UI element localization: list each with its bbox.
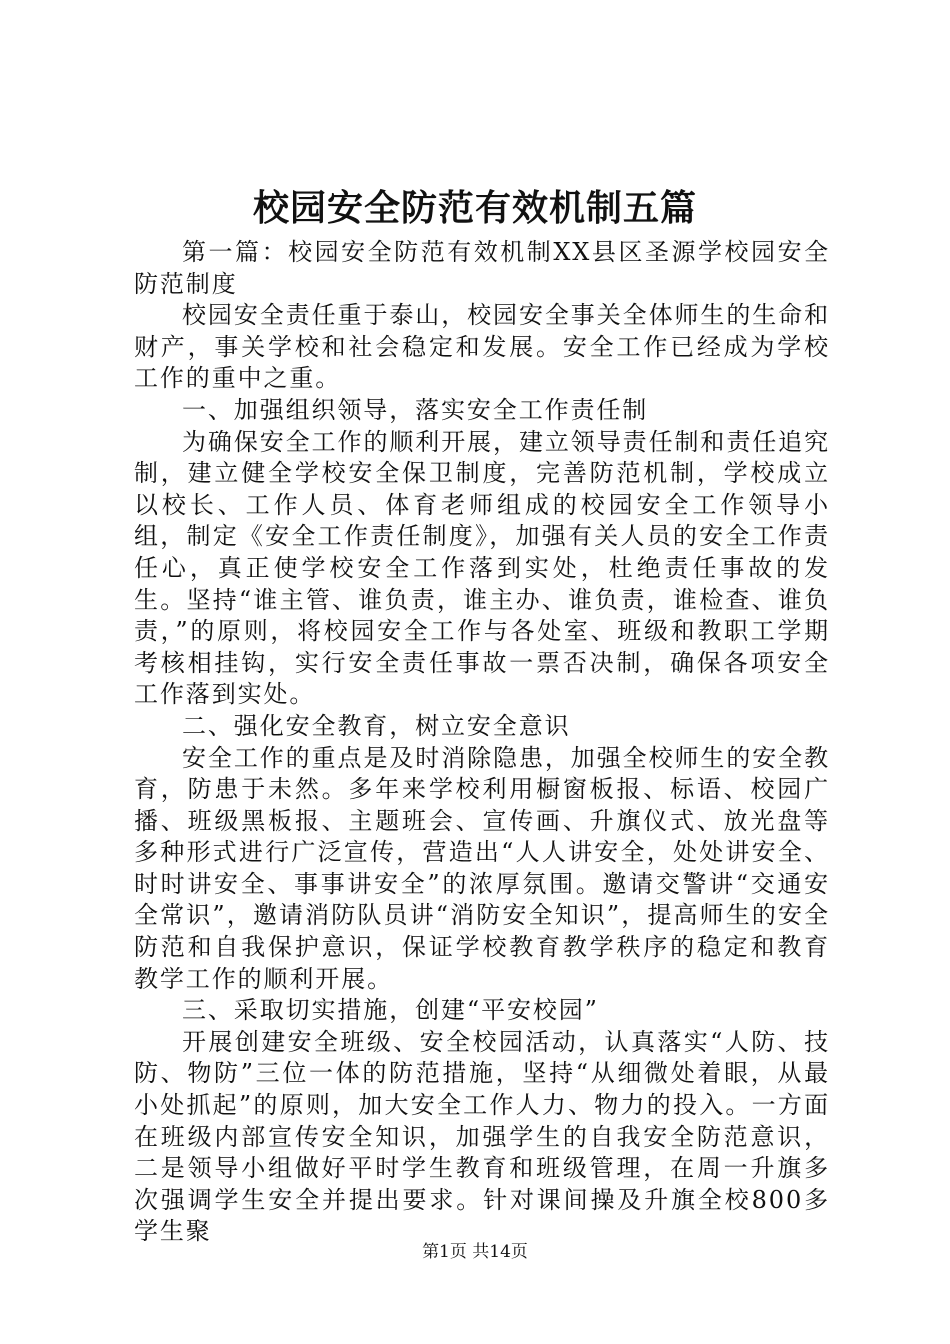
document-body xyxy=(134,237,830,1248)
section-heading-first: 第一篇：校园安全防范有效机制XX县区圣源学校园安全防范制度 xyxy=(134,238,830,298)
paragraph-intro: 校园安全责任重于泰山，校园安全事关全体师生的生命和财产，事关学校和社会稳定和发展。安全工作已经成为学校工作的重中之重。 xyxy=(134,301,830,393)
paragraph-section-2: 安全工作的重点是及时消除隐患，加强全校师生的安全教育，防患于未然。多年来学校利用橱窗板报、标语、校园广播、班级黑板报、主题班会、宣传画、升旗仪式、放光盘等多种形式进行广泛宣传，营造出“人人讲安全，处处讲安全、时时讲安全、事事讲安全”的浓厚氛围。邀请交警讲“交通安全常识”，邀请消防队员讲“消防安全知识”，提高师生的安全防范和自我保护意识，保证学校教育教学秩序的稳定和教育教学工作的顺利开展。 xyxy=(134,743,830,993)
document-title: 校园安全防范有效机制五篇 xyxy=(252,187,697,229)
paragraph-section-1: 为确保安全工作的顺利开展，建立领导责任制和责任追究制，建立健全学校安全保卫制度，完善防范机制，学校成立以校长、工作人员、体育老师组成的校园安全工作领导小组，制定《安全工作责任制度》，加强有关人员的安全工作责任心，真正使学校安全工作落到实处，杜绝责任事故的发生。坚持“谁主管、谁负责，谁主办、谁负责，谁检查、谁负责，”的原则，将校园安全工作与各处室、班级和教职工学期考核相挂钩，实行安全责任事故一票否决制，确保各项安全工作落到实处。 xyxy=(134,427,830,709)
paragraph-section-3: 开展创建安全班级、安全校园活动，认真落实“人防、技防、物防”三位一体的防范措施，坚持“从细微处着眼，从最小处抓起”的原则，加大安全工作人力、物力的投入。一方面在班级内部宣传安全知识，加强学生的自我安全防范意识，二是领导小组做好平时学生教育和班级管理，在周一升旗多次强调学生安全并提出要求。针对课间操及升旗全校800多学生聚 xyxy=(134,1027,830,1246)
section-heading-2: 二、强化安全教育，树立安全意识 xyxy=(182,711,571,740)
section-heading-1: 一、加强组织领导，落实安全工作责任制 xyxy=(182,395,649,424)
section-heading-3: 三、采取切实措施，创建“平安校园” xyxy=(182,996,599,1025)
page-footer: 第1页 共14页 xyxy=(422,1242,528,1262)
